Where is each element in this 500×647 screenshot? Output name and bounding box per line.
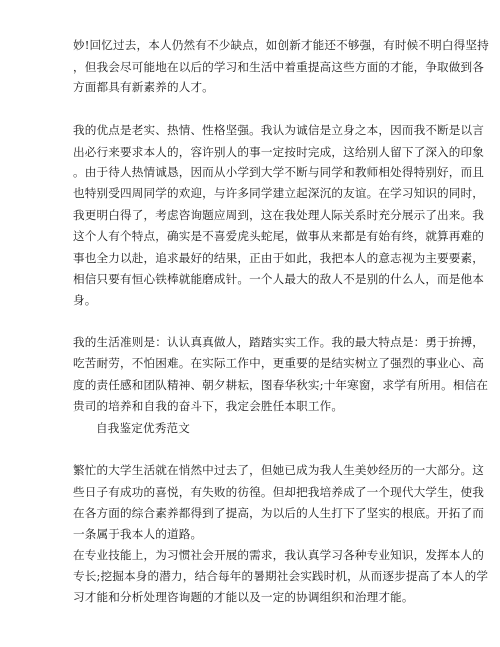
text-line: 身。: [73, 293, 97, 307]
text-line: 出必行来要求本人的，容许别人的事一定按时完成，这给别人留下了深入的印象: [73, 145, 485, 159]
text-line: 我的优点是老实、热情、性格坚强。我认为诚信是立身之本，因而我不断是以言: [73, 123, 485, 137]
text-line: 吃苦耐劳，不怕困难。在实际工作中，更重要的是结实树立了强烈的事业心、高: [73, 356, 485, 370]
text-line: 繁忙的大学生活就在悄然中过去了，但她已成为我人生美妙经历的一大部分。这: [73, 463, 485, 477]
section-heading: 自我鉴定优秀范文: [96, 421, 190, 435]
text-line: 相信只要有恒心铁棒就能磨成针。一个人最大的敌人不是别的什么人，而是他本: [73, 272, 485, 286]
text-line: 些日子有成功的喜悦，有失败的彷徨。但却把我培养成了一个现代大学生，使我: [73, 485, 485, 499]
text-line: 专长;挖掘本身的潜力，结合每年的暑期社会实践时机，从而逐步提高了本人的学: [73, 569, 489, 583]
text-line: 习才能和分析处理咨询题的才能以及一定的协调组织和治理才能。: [73, 590, 414, 604]
text-line: 事也全力以赴，追求最好的结果，正由于如此，我把本人的意志视为主要要素，: [73, 251, 485, 265]
text-line: ，但我会尽可能地在以后的学习和生活中着重提高这些方面的才能，争取做到各: [73, 60, 485, 74]
text-line: 贵司的培养和自我的奋斗下，我定会胜任本职工作。: [73, 399, 344, 413]
text-line: 。由于待人热情诚恳，因而从小学到大学不断与同学和教师相处得特别好，而且: [73, 165, 485, 179]
text-line: 这个人有个特点，确实是不喜爱虎头蛇尾，做事从来都是有始有终，就算再难的: [73, 229, 485, 243]
text-line: 我更明白得了，考虑咨询题应周到，这在我处理人际关系时充分展示了出来。我: [73, 208, 485, 222]
text-line: 我的生活准则是：认认真真做人，踏踏实实工作。我的最大特点是：勇于拚搏，: [73, 335, 485, 349]
text-line: 在各方面的综合素养都得到了提高，为以后的人生打下了坚实的根底。开拓了而: [73, 506, 485, 520]
text-line: 在专业技能上，为习惯社会开展的需求，我认真学习各种专业知识，发挥本人的: [73, 548, 485, 562]
text-line: 一条属于我本人的道路。: [73, 527, 203, 541]
text-line: 妙!回忆过去，本人仍然有不少缺点，如创新才能还不够强，有时候不明白得坚持: [73, 38, 489, 52]
text-line: 度的责任感和团队精神、朝夕耕耘，图春华秋实;十年寒窗，求学有所用。相信在: [73, 378, 489, 392]
text-line: 也特别受四周同学的欢迎，与许多同学建立起深沉的友谊。在学习知识的同时，: [73, 186, 485, 200]
text-line: 方面都具有新素养的人才。: [73, 80, 214, 94]
